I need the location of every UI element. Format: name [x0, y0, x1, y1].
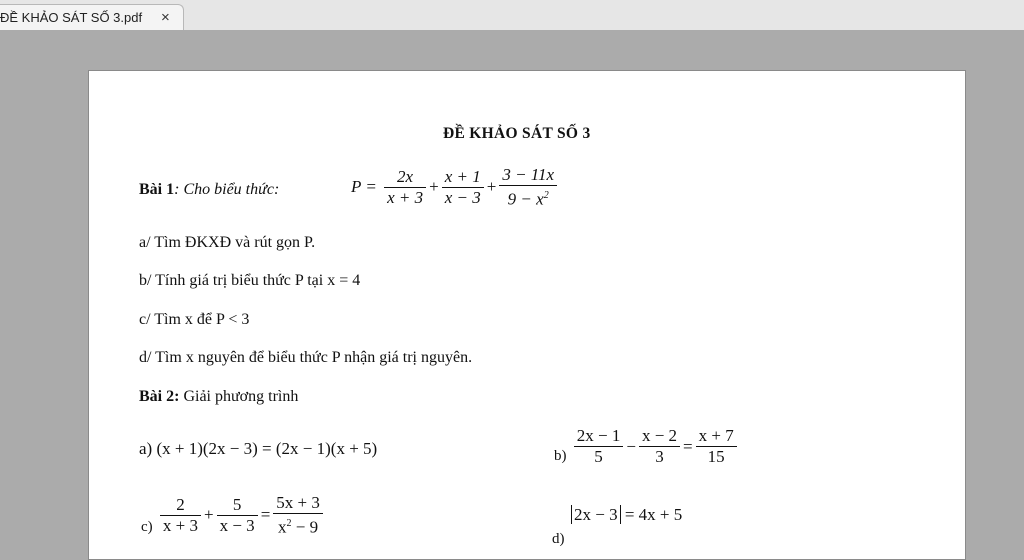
b-label: b) [554, 448, 567, 464]
pdf-viewer[interactable] [0, 30, 1024, 547]
document-tab[interactable] [0, 4, 184, 30]
plus-sign: + [204, 505, 214, 525]
bai1-intro [139, 181, 279, 199]
equals-sign: = [683, 436, 693, 456]
c-fraction-3: $\frac{5x + 3}{x^2 - 9}$ [273, 493, 323, 538]
bai1-item-a: a/ Tìm ĐKXĐ và rút gọn P. [139, 234, 316, 251]
equals-sign: = [260, 505, 271, 525]
bai1-item-b: b/ Tính giá trị biểu thức P tại x = 4 [139, 272, 361, 289]
c-fraction-2: $\frac{5}{x - 3}$ [217, 495, 258, 536]
fraction-3: $\frac{3 - 11x}{9 - x^2}$ [499, 165, 557, 210]
b-fraction-1: $\frac{2x - 1}{5}$ [574, 426, 624, 467]
c-label: c) [141, 518, 153, 535]
d-absolute-value: 2x − 3 [571, 505, 621, 524]
bai1-item-d: d/ Tìm x nguyên để biểu thức P nhận giá trị nguyên. [139, 349, 473, 366]
fraction-1: $\frac{2x}{x + 3}$ [384, 167, 426, 208]
c-fraction-1: $\frac{2}{x + 3}$ [160, 495, 201, 536]
bai2-intro [139, 388, 298, 406]
fraction-2: $\frac{x + 1}{x - 3}$ [442, 167, 484, 208]
plus-sign: + [486, 177, 497, 197]
a-label: a) [139, 439, 153, 458]
bai2-intro-text: Giải phương trình [179, 388, 299, 405]
tab-title: ĐỀ KHẢO SÁT SỐ 3.pdf [0, 10, 143, 25]
b-fraction-2: $\frac{x - 2}{3}$ [639, 426, 680, 467]
p-label: P = [351, 177, 377, 197]
bai2-item-a [139, 439, 377, 459]
tab-strip [0, 0, 1024, 30]
b-fraction-3: $\frac{x + 7}{15}$ [696, 426, 737, 467]
bai2-item-d-equation [571, 505, 682, 525]
plus-sign: + [429, 177, 439, 197]
bai2-item-c [139, 493, 324, 538]
a-equation: (x + 1)(2x − 3) = (2x − 1)(x + 5) [156, 439, 378, 458]
bai1-heading: Bài 1 [139, 181, 175, 198]
document-title: ĐỀ KHẢO SÁT SỐ 3 [443, 125, 591, 142]
d-label: d) [552, 531, 565, 547]
pdf-page [88, 70, 966, 560]
bai2-heading: Bài 2: [139, 388, 180, 405]
expression-p [349, 165, 558, 210]
bai1-intro-text: : Cho biểu thức: [174, 181, 280, 198]
bai1-item-c: c/ Tìm x để P < 3 [139, 311, 250, 328]
close-icon[interactable]: × [161, 9, 170, 26]
minus-sign: − [626, 436, 636, 456]
bai2-item-b [552, 426, 738, 467]
d-rhs: = 4x + 5 [620, 505, 683, 524]
